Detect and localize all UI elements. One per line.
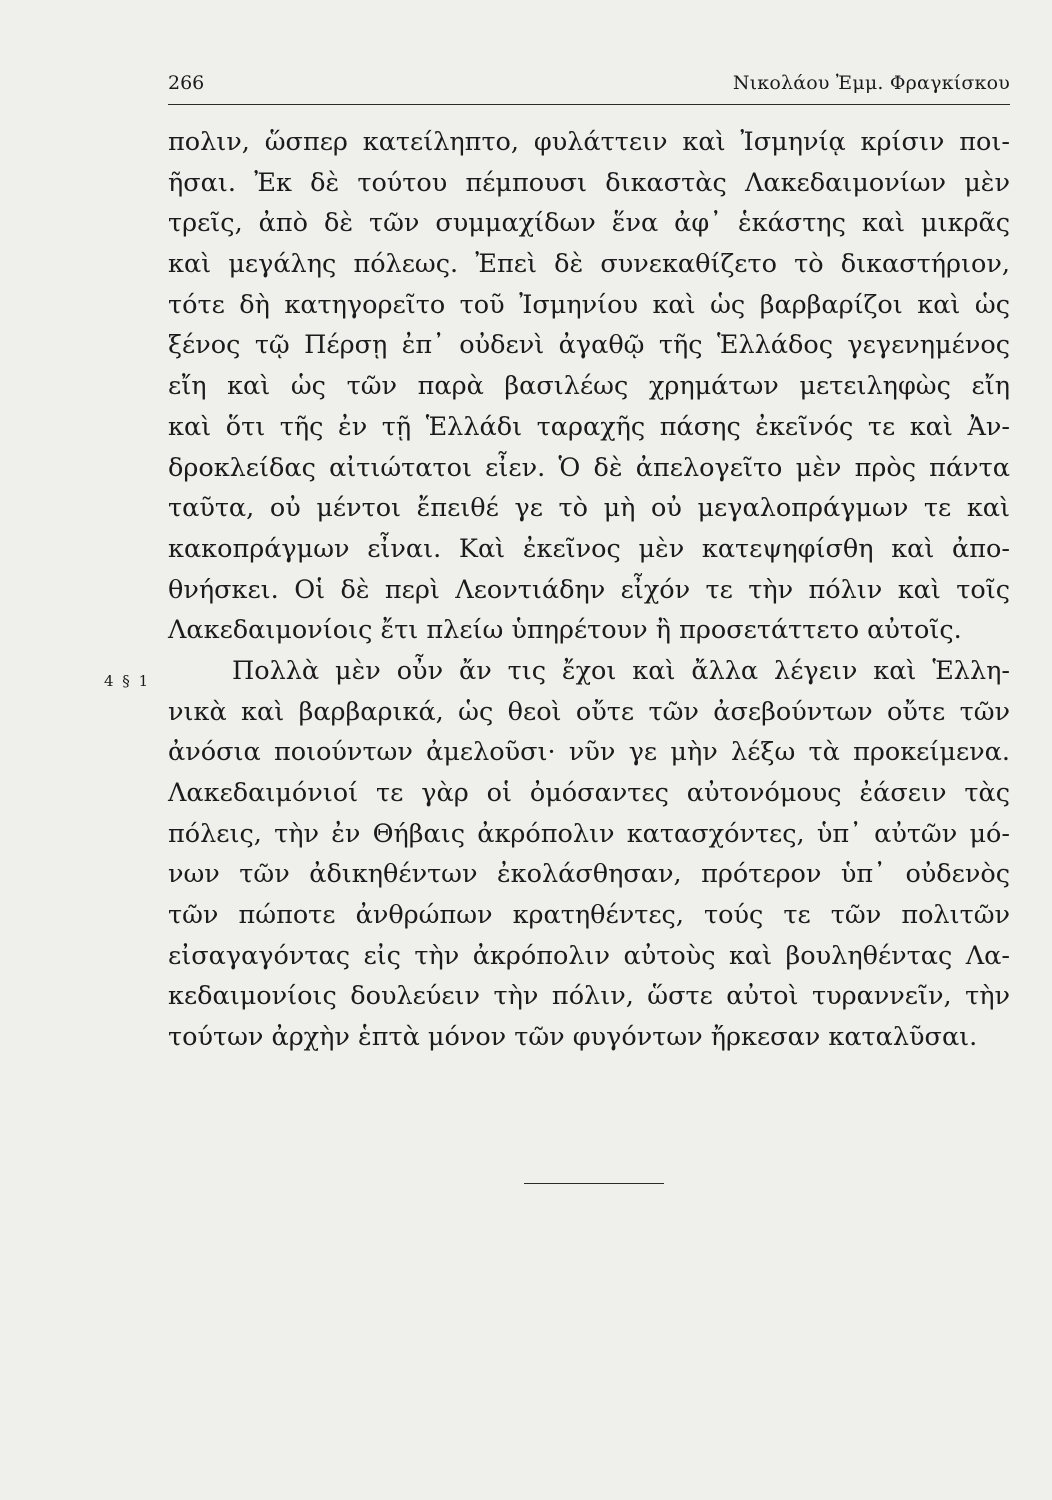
footer-rule — [524, 1183, 664, 1184]
text-line: ῆσαι. Ἐκ δὲ τούτου πέμπουσι δικαστὰς Λακεδαιμονίων μὲν — [168, 167, 1010, 198]
page-header — [168, 66, 1010, 100]
page-number: 266 — [168, 72, 205, 94]
text-line: Λακεδαιμονίοις ἔτι πλείω ὑπηρέτουν ἢ προσετάττετο αὐτοῖς. — [168, 615, 962, 646]
text-line: εἰσαγαγόντας εἰς τὴν ἀκρόπολιν αὐτοὺς καὶ βουληθέντας Λα- — [168, 940, 1010, 971]
text-line: δροκλείδας αἰτιώτατοι εἶεν. Ὁ δὲ ἀπελογεῖτο μὲν πρὸς πάντα — [168, 452, 1010, 483]
text-line: εἴη καὶ ὡς τῶν παρὰ βασιλέως χρημάτων μετειληφὼς εἴη — [168, 371, 1010, 402]
body-text — [168, 122, 1010, 1058]
margin-section-note: 4 § 1 — [104, 672, 151, 690]
text-line: Πολλὰ μὲν οὖν ἄν τις ἔχοι καὶ ἄλλα λέγειν καὶ Ἑλλη- — [232, 655, 1010, 686]
text-line: ταῦτα, οὐ μέντοι ἔπειθέ γε τὸ μὴ οὐ μεγαλοπράγμων τε καὶ — [168, 493, 1010, 524]
text-line: καὶ μεγάλης πόλεως. Ἐπεὶ δὲ συνεκαθίζετο τὸ δικαστήριον, — [168, 249, 1010, 280]
text-line: ξένος τῷ Πέρσῃ ἐπ᾽ οὐδενὶ ἀγαθῷ τῆς Ἑλλάδος γεγενημένος — [168, 330, 1010, 361]
text-line: κακοπράγμων εἶναι. Καὶ ἐκεῖνος μὲν κατεψηφίσθη καὶ ἀπο- — [168, 533, 1010, 564]
text-line: κεδαιμονίοις δουλεύειν τὴν πόλιν, ὥστε αὐτοὶ τυραννεῖν, τὴν — [168, 981, 1010, 1012]
text-line: πολιν, ὥσπερ κατείληπτο, φυλάττειν καὶ Ἰσμηνίᾳ κρίσιν ποι- — [168, 127, 1010, 157]
header-rule — [168, 104, 1010, 105]
text-line: θνήσκει. Οἱ δὲ περὶ Λεοντιάδην εἶχόν τε τὴν πόλιν καὶ τοῖς — [168, 574, 1010, 605]
text-line: νων τῶν ἀδικηθέντων ἐκολάσθησαν, πρότερον ὑπ᾽ οὐδενὸς — [168, 859, 1010, 890]
text-line: ἀνόσια ποιούντων ἀμελοῦσι· νῦν γε μὴν λέξω τὰ προκείμενα. — [168, 737, 1010, 768]
text-line: τότε δὴ κατηγορεῖτο τοῦ Ἰσμηνίου καὶ ὡς βαρβαρίζοι καὶ ὡς — [168, 289, 1010, 320]
text-line: τούτων ἀρχὴν ἑπτὰ μόνον τῶν φυγόντων ἤρκεσαν καταλῦσαι. — [168, 1022, 978, 1053]
text-line: τῶν πώποτε ἀνθρώπων κρατηθέντες, τούς τε τῶν πολιτῶν — [168, 900, 1010, 931]
text-line: καὶ ὅτι τῆς ἐν τῇ Ἑλλάδι ταραχῆς πάσης ἐκεῖνός τε καὶ Ἀν- — [168, 411, 1010, 442]
text-line: Λακεδαιμόνιοί τε γὰρ οἱ ὀμόσαντες αὐτονόμους ἐάσειν τὰς — [168, 778, 1010, 808]
text-line: πόλεις, τὴν ἐν Θήβαις ἀκρόπολιν κατασχόντες, ὑπ᾽ αὐτῶν μό- — [168, 818, 1010, 849]
text-line: νικὰ καὶ βαρβαρικά, ὡς θεοὶ οὔτε τῶν ἀσεβούντων οὔτε τῶν — [168, 696, 1010, 727]
running-head: Νικολάου Ἐμμ. Φραγκίσκου — [732, 72, 1010, 94]
text-line: τρεῖς, ἀπὸ δὲ τῶν συμμαχίδων ἕνα ἀφ᾽ ἑκάστης καὶ μικρᾶς — [168, 208, 1010, 239]
